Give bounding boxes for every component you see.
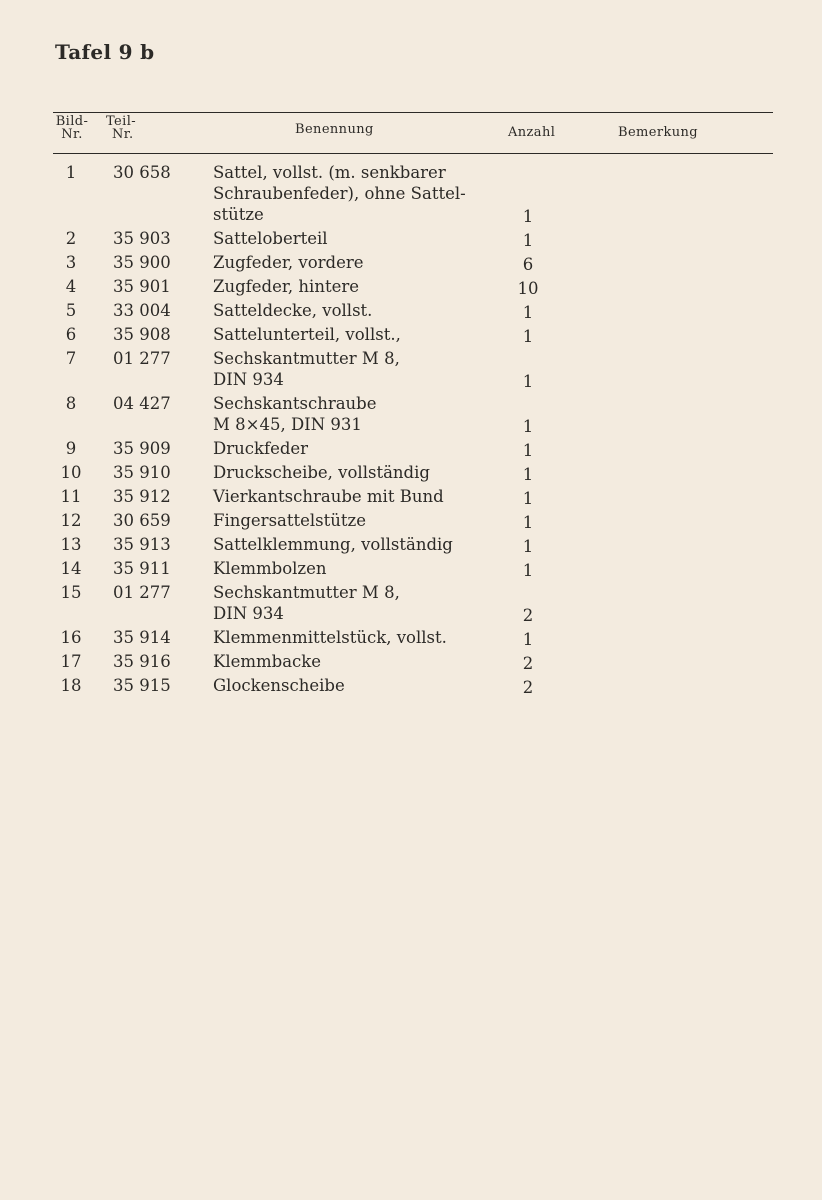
cell-teil-nr: 01 277 (113, 583, 171, 602)
benennung-line: Sattelunterteil, vollst., (213, 325, 401, 344)
cell-teil-nr: 35 915 (113, 676, 171, 695)
table-header-rule (53, 153, 773, 154)
benennung-line: Druckfeder (213, 439, 309, 458)
parts-table-body (0, 162, 822, 699)
cell-teil-nr: 35 913 (113, 535, 171, 554)
benennung-line: Klemmbacke (213, 652, 322, 671)
cell-benennung (213, 162, 503, 225)
cell-anzahl: 1 (522, 513, 534, 532)
cell-teil-nr: 35 903 (113, 229, 171, 248)
benennung-line: Sechskantschraube (213, 394, 377, 413)
cell-teil-nr: 33 004 (113, 301, 171, 320)
cell-benennung (213, 324, 503, 345)
cell-benennung (213, 627, 503, 648)
cell-anzahl: 2 (522, 654, 534, 673)
benennung-line: Fingersattelstütze (213, 511, 366, 530)
table-row (0, 534, 822, 555)
header-teil-nr: Teil- Nr. (106, 114, 137, 142)
cell-teil-nr: 35 916 (113, 652, 171, 671)
cell-anzahl: 1 (522, 441, 534, 460)
cell-teil-nr: 35 900 (113, 253, 171, 272)
cell-bild-nr: 5 (65, 301, 77, 320)
cell-teil-nr: 35 909 (113, 439, 171, 458)
cell-anzahl: 1 (522, 561, 534, 580)
cell-teil-nr: 04 427 (113, 394, 171, 413)
cell-anzahl: 1 (522, 537, 534, 556)
cell-benennung (213, 462, 503, 483)
cell-bild-nr: 3 (65, 253, 77, 272)
cell-benennung (213, 252, 503, 273)
benennung-line: Klemmenmittelstück, vollst. (213, 628, 447, 647)
benennung-line: Sechskantmutter M 8, (213, 583, 400, 602)
cell-teil-nr: 35 912 (113, 487, 171, 506)
table-row (0, 627, 822, 648)
benennung-line: DIN 934 (213, 604, 284, 623)
cell-benennung (213, 675, 503, 696)
table-row (0, 651, 822, 672)
cell-teil-nr: 35 901 (113, 277, 171, 296)
table-row (0, 276, 822, 297)
cell-bild-nr: 4 (65, 277, 77, 296)
benennung-line: Satteldecke, vollst. (213, 301, 373, 320)
benennung-line: stütze (213, 205, 264, 224)
cell-anzahl: 2 (522, 606, 534, 625)
cell-benennung (213, 510, 503, 531)
cell-bild-nr: 7 (65, 349, 77, 368)
benennung-line: Satteloberteil (213, 229, 328, 248)
table-row (0, 162, 822, 225)
table-row (0, 252, 822, 273)
benennung-line: Schraubenfeder), ohne Sattel- (213, 184, 466, 203)
table-row (0, 348, 822, 390)
header-anzahl: Anzahl (508, 125, 556, 140)
table-row (0, 582, 822, 624)
cell-bild-nr: 6 (65, 325, 77, 344)
table-row (0, 324, 822, 345)
cell-bild-nr: 18 (60, 676, 82, 695)
cell-teil-nr: 35 914 (113, 628, 171, 647)
cell-teil-nr: 35 908 (113, 325, 171, 344)
cell-bild-nr: 2 (65, 229, 77, 248)
benennung-line: Sattel, vollst. (m. senkbarer (213, 163, 446, 182)
cell-anzahl: 1 (522, 303, 534, 322)
cell-anzahl: 10 (517, 279, 539, 298)
table-row (0, 675, 822, 696)
cell-bild-nr: 10 (60, 463, 82, 482)
table-row (0, 462, 822, 483)
cell-anzahl: 1 (522, 327, 534, 346)
cell-anzahl: 1 (522, 465, 534, 484)
table-top-rule (53, 112, 773, 113)
page-title: Tafel 9 b (55, 40, 155, 64)
cell-benennung (213, 558, 503, 579)
benennung-line: Sattelklemmung, vollständig (213, 535, 453, 554)
cell-bild-nr: 12 (60, 511, 82, 530)
cell-benennung (213, 276, 503, 297)
cell-teil-nr: 35 911 (113, 559, 171, 578)
cell-teil-nr: 01 277 (113, 349, 171, 368)
cell-bild-nr: 17 (60, 652, 82, 671)
cell-benennung (213, 582, 503, 624)
table-row (0, 228, 822, 249)
benennung-line: Druckscheibe, vollständig (213, 463, 430, 482)
header-benennung: Benennung (295, 122, 374, 137)
benennung-line: DIN 934 (213, 370, 284, 389)
benennung-line: Glockenscheibe (213, 676, 345, 695)
cell-bild-nr: 13 (60, 535, 82, 554)
benennung-line: Zugfeder, vordere (213, 253, 364, 272)
table-row (0, 438, 822, 459)
benennung-line: Zugfeder, hintere (213, 277, 359, 296)
cell-benennung (213, 534, 503, 555)
cell-bild-nr: 15 (60, 583, 82, 602)
cell-bild-nr: 8 (65, 394, 77, 413)
cell-anzahl: 1 (522, 231, 534, 250)
cell-teil-nr: 30 658 (113, 163, 171, 182)
header-bemerkung: Bemerkung (618, 125, 699, 140)
table-row (0, 300, 822, 321)
cell-teil-nr: 35 910 (113, 463, 171, 482)
benennung-line: Sechskantmutter M 8, (213, 349, 400, 368)
cell-anzahl: 1 (522, 372, 534, 391)
cell-bild-nr: 16 (60, 628, 82, 647)
cell-anzahl: 1 (522, 489, 534, 508)
cell-bild-nr: 9 (65, 439, 77, 458)
benennung-line: Klemmbolzen (213, 559, 327, 578)
cell-bild-nr: 1 (65, 163, 77, 182)
table-row (0, 558, 822, 579)
header-bild-nr: Bild- Nr. (55, 114, 89, 142)
cell-bild-nr: 11 (60, 487, 82, 506)
cell-anzahl: 2 (522, 678, 534, 697)
cell-benennung (213, 348, 503, 390)
cell-teil-nr: 30 659 (113, 511, 171, 530)
benennung-line: Vierkantschraube mit Bund (213, 487, 444, 506)
table-row (0, 393, 822, 435)
cell-anzahl: 1 (522, 630, 534, 649)
cell-benennung (213, 438, 503, 459)
cell-anzahl: 1 (522, 207, 534, 226)
table-row (0, 510, 822, 531)
cell-bild-nr: 14 (60, 559, 82, 578)
benennung-line: M 8×45, DIN 931 (213, 415, 362, 434)
cell-benennung (213, 486, 503, 507)
cell-anzahl: 6 (522, 255, 534, 274)
cell-benennung (213, 300, 503, 321)
cell-anzahl: 1 (522, 417, 534, 436)
cell-benennung (213, 228, 503, 249)
cell-benennung (213, 393, 503, 435)
table-row (0, 486, 822, 507)
cell-benennung (213, 651, 503, 672)
